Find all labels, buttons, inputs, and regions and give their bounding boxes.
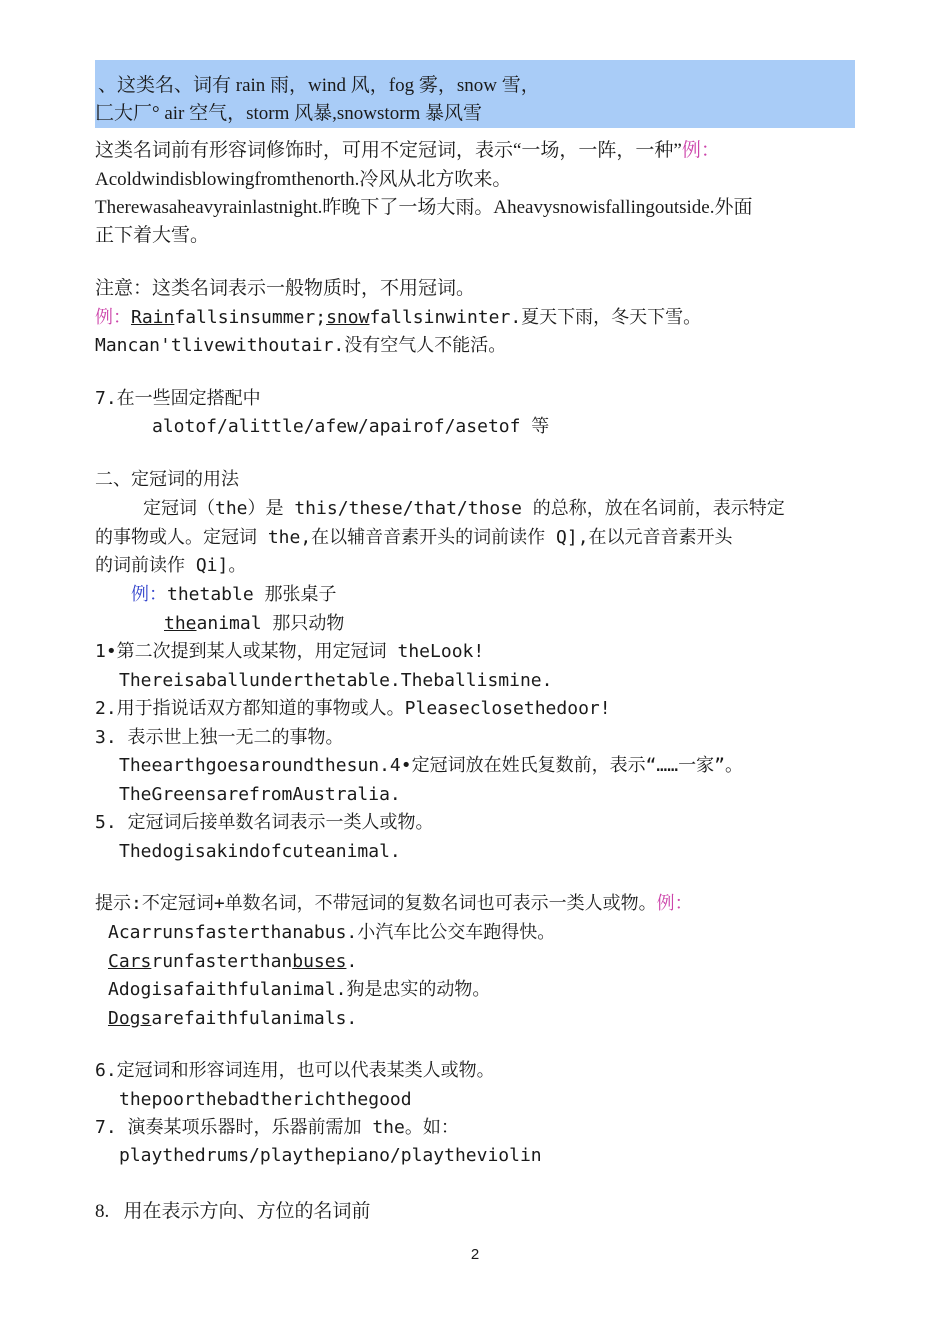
para1-example-1: Acoldwindisblowingfromthenorth.冷风从北方吹来。: [95, 169, 512, 190]
note-text: 注意：这类名词表示一般物质时，不用冠词。: [95, 278, 476, 299]
rule-1: 1•第二次提到某人或某物，用定冠词 theLook!: [95, 641, 485, 662]
example-text: arefaithfulanimals.: [151, 1008, 358, 1029]
underlined-word: the: [164, 613, 197, 634]
section2-example-1: [131, 582, 337, 608]
note-example-1: [95, 305, 701, 331]
para1-line: [95, 138, 720, 164]
section2-desc-1: 定冠词（the）是 this/these/that/those 的总称，放在名词前，表示特定: [143, 498, 785, 519]
highlight-line-2: 匚大厂° air 空气，storm 风暴,snowstorm 暴风雪: [95, 103, 483, 124]
underlined-word: snow: [326, 307, 370, 328]
rule-5-example: Thedogisakindofcuteanimal.: [119, 841, 401, 862]
rule-7: 7. 演奏某项乐器时，乐器前需加 the。如：: [95, 1117, 459, 1138]
rule-3-example: Theearthgoesaroundthesun.4•定冠词放在姓氏复数前，表示“……一家”。: [119, 755, 743, 776]
rule-2: 2.用于指说话双方都知道的事物或人。Pleaseclosethedoor!: [95, 698, 611, 719]
rule-1-example: Thereisaballunderthetable.Theballismine.: [119, 670, 553, 691]
example-text: .: [346, 951, 358, 972]
example-text: thetable 那张桌子: [167, 584, 337, 605]
example-label: 例：: [681, 140, 720, 161]
section2-title: 二、定冠词的用法: [95, 469, 239, 490]
underlined-word: Dogs: [108, 1008, 152, 1029]
example-label: 例：: [95, 307, 131, 328]
tip-text: 提示:不定冠词+单数名词，不带冠词的复数名词也可表示一类人或物。: [95, 893, 657, 914]
example-text: runfasterthan: [151, 951, 293, 972]
tip-example-4: [108, 1006, 357, 1032]
tip-example-1: Acarrunsfasterthanabus.小汽车比公交车跑得快。: [108, 922, 556, 943]
para1-example-2: Therewasaheavyrainlastnight.昨晚下了一场大雨。Aheavysnowisfallingoutside.外面: [95, 197, 753, 218]
highlight-line-1: 、这类名、词有 rain 雨，wind 风，fog 雾，snow 雪，: [98, 75, 540, 96]
rule-6: 6.定冠词和形容词连用，也可以代表某类人或物。: [95, 1060, 495, 1081]
note-example-2: Mancan'tlivewithoutair.没有空气人不能活。: [95, 335, 507, 356]
rule-6-example: thepoorthebadtherichthegood: [119, 1089, 412, 1110]
example-label: 例：: [131, 584, 167, 605]
underlined-word: buses: [292, 951, 347, 972]
rule-4-example: TheGreensarefromAustralia.: [119, 784, 401, 805]
underlined-word: Rain: [131, 307, 175, 328]
rule-8: 8. 用在表示方向、方位的名词前: [95, 1201, 371, 1222]
rule-7-example: playthedrums/playthepiano/playtheviolin: [119, 1145, 542, 1166]
tip-line: [95, 891, 693, 917]
section2-example-2: [164, 611, 344, 637]
tip-example-3: Adogisafaithfulanimal.狗是忠实的动物。: [108, 979, 491, 1000]
para1-text: 这类名词前有形容词修饰时，可用不定冠词，表示“一场，一阵，一种”: [95, 140, 682, 161]
item7-phrase: alotof/alittle/afew/apairof/asetof 等: [152, 416, 550, 437]
example-text: fallsinwinter.夏天下雨，冬天下雪。: [369, 307, 702, 328]
item7-title: 7.在一些固定搭配中: [95, 388, 261, 409]
example-text: animal 那只动物: [196, 613, 345, 634]
example-text: fallsinsummer;: [174, 307, 327, 328]
para1-example-2-cont: 正下着大雪。: [95, 225, 210, 246]
page-number: 2: [470, 1246, 480, 1263]
example-label: 例：: [656, 893, 693, 914]
tip-example-2: [108, 949, 357, 975]
rule-3: 3. 表示世上独一无二的事物。: [95, 727, 344, 748]
section2-desc-2: 的事物或人。定冠词 the,在以辅音音素开头的词前读作 Q],在以元音音素开头: [95, 527, 733, 548]
rule-5: 5. 定冠词后接单数名词表示一类人或物。: [95, 812, 434, 833]
section2-desc-3: 的词前读作 Qi]。: [95, 555, 247, 576]
underlined-word: Cars: [108, 951, 152, 972]
